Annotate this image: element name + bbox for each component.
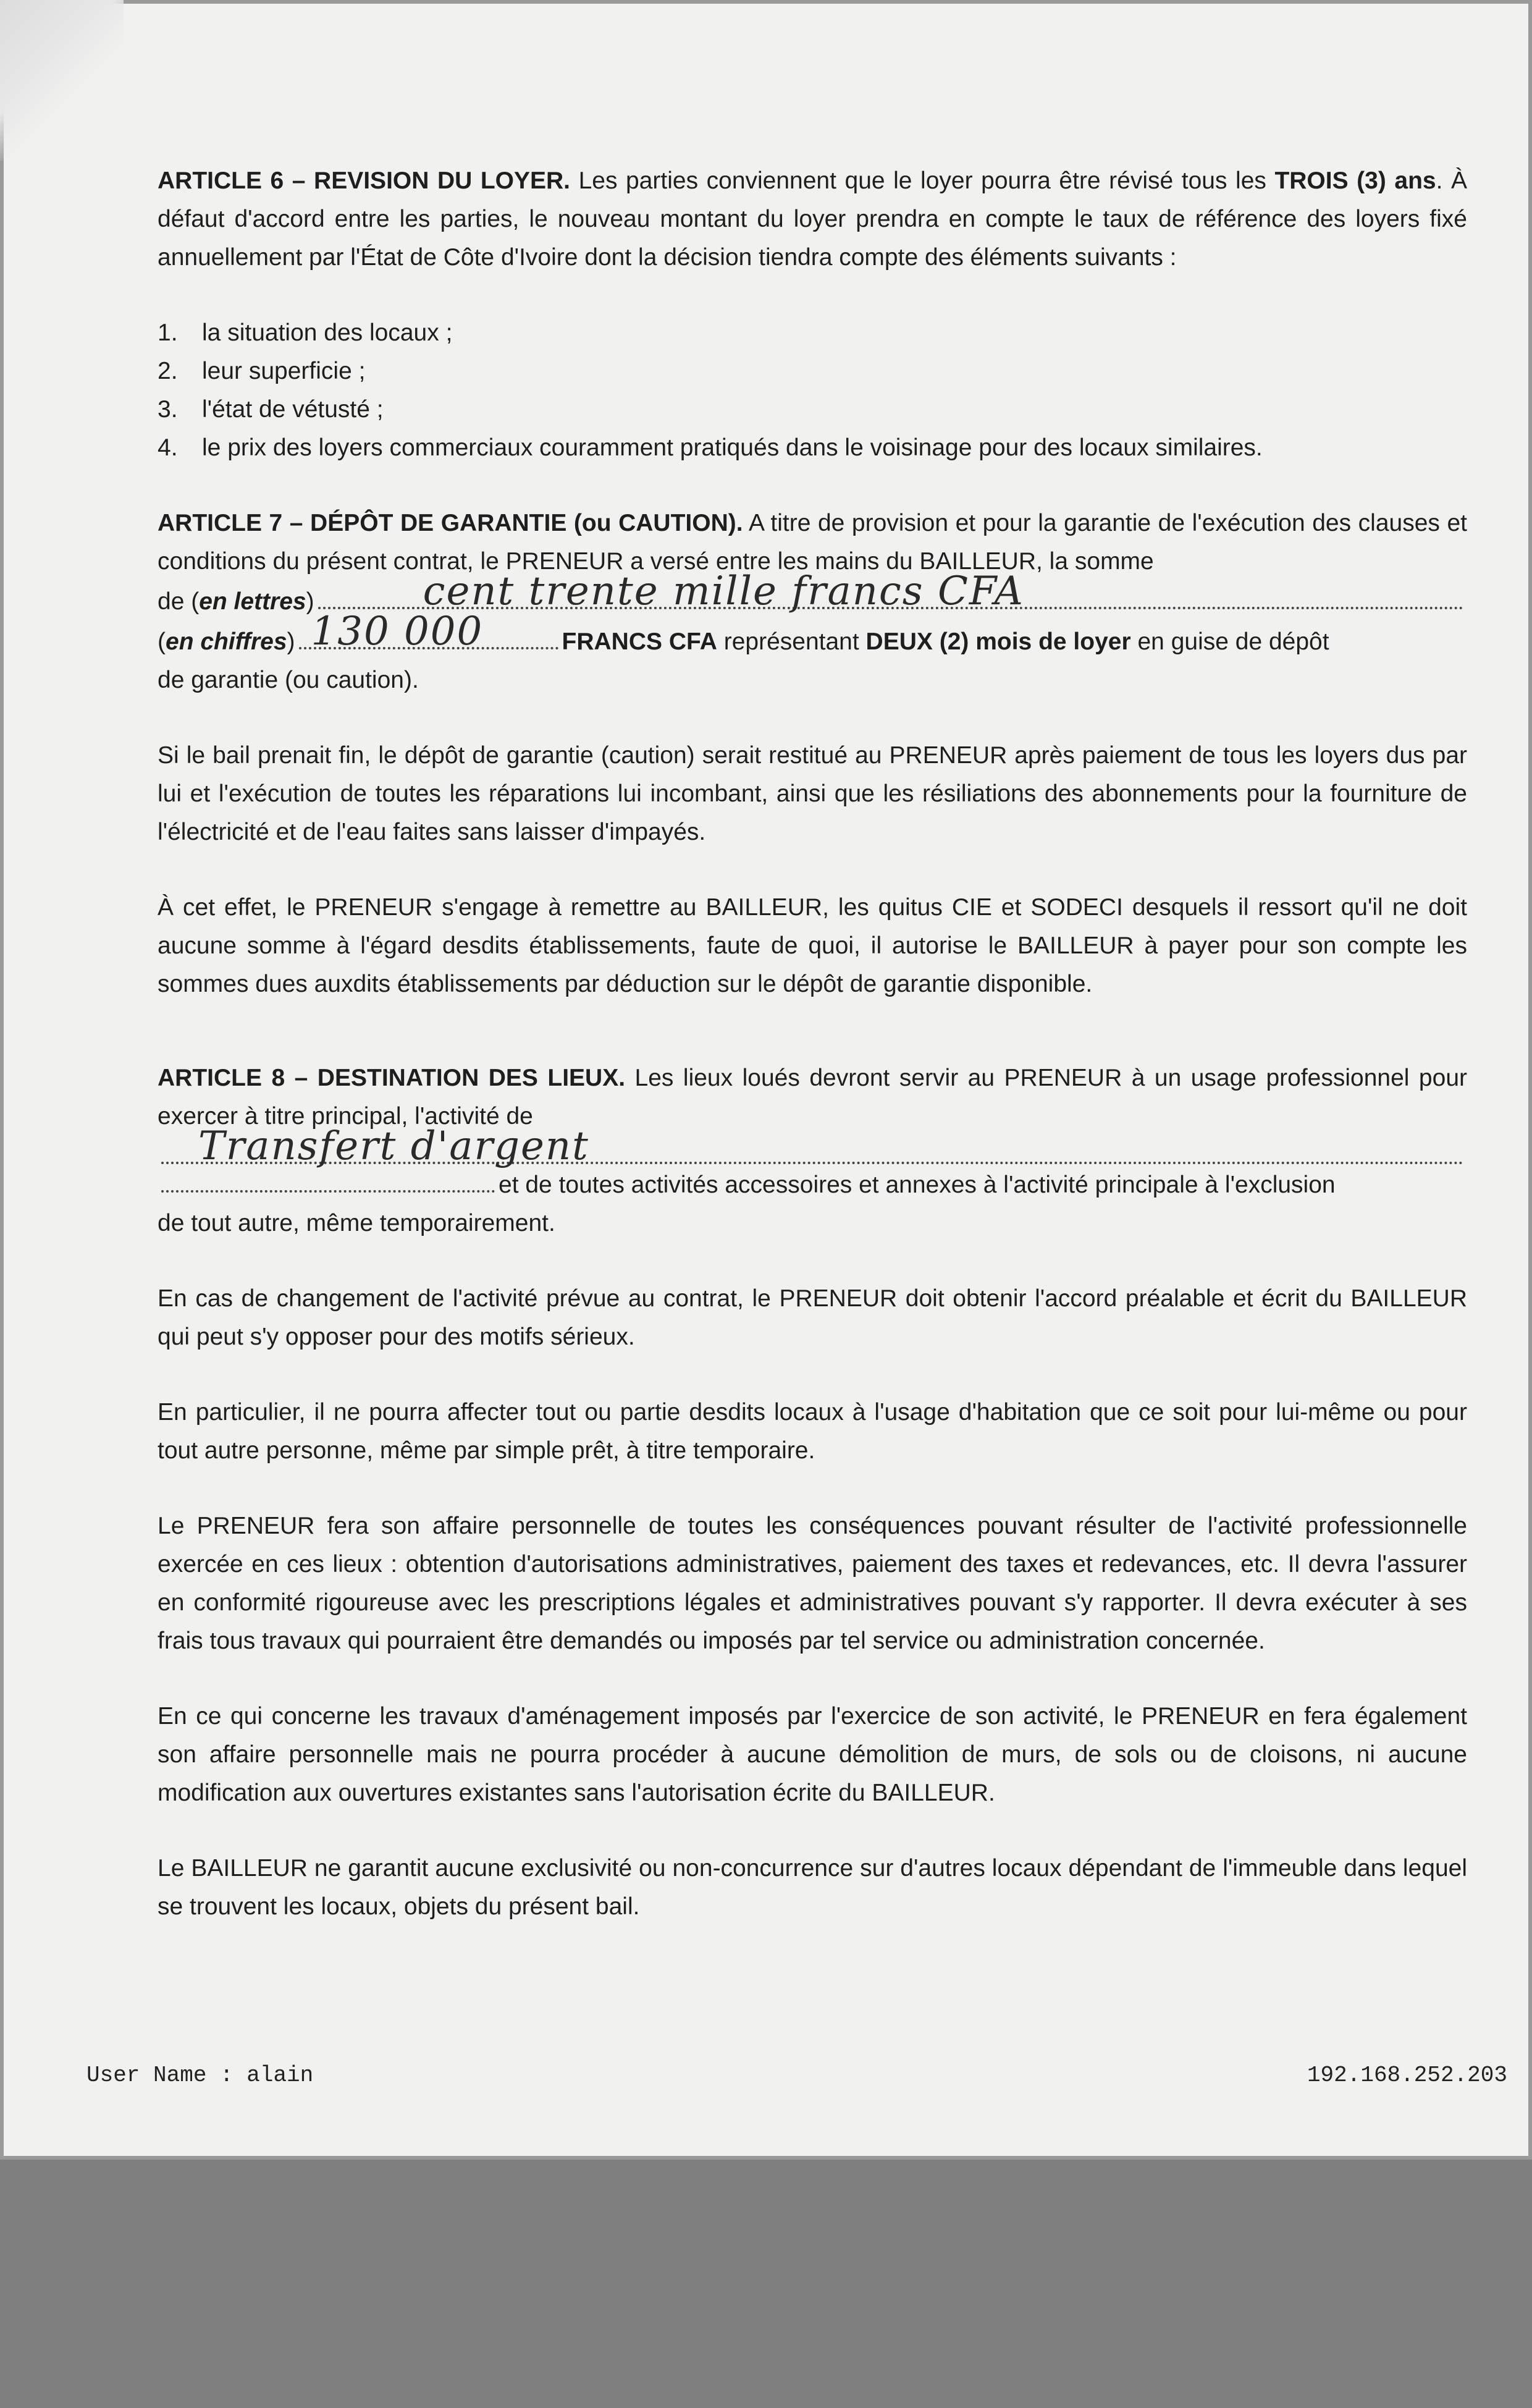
guarantee-end: de garantie (ou caution). [158, 667, 419, 693]
article-7-paragraph-2: Si le bail prenait fin, le dépôt de garantie (caution) serait restitué au PRENEUR après paiement de tous les loyers dus par lui et l'exécution de toutes les réparations lui incombant, ainsi que les résiliations des abonnements pour la fourniture de l'électricité et de l'eau faites sans laisser d'impayés. [158, 742, 1467, 845]
amount-in-letters-row: de (en lettres) cent trente mille francs CFA [158, 581, 1467, 621]
amount-in-figures-field[interactable] [299, 609, 558, 654]
activity-continuation-row: et de toutes activités accessoires et annexes à l'activité principale à l'exclusion [158, 1164, 1467, 1204]
article-7-paragraph-3: À cet effet, le PRENEUR s'engage à remettre au BAILLEUR, les quitus CIE et SODECI desquels il ressort qu'il ne doit aucune somme à l'égard desdits établissements, faute de quoi, il autorise le BAILLEUR à payer pour son compte les sommes dues auxdits établissements par déduction sur le dépôt de garantie disponible. [158, 894, 1467, 997]
activity-row [158, 1123, 1467, 1169]
list-item: 3. l'état de vétusté ; [158, 396, 384, 423]
article-7-heading: ARTICLE 7 – DÉPÔT DE GARANTIE (ou CAUTION). [158, 510, 743, 536]
article-8-end: de tout autre, même temporairement. [158, 1210, 555, 1236]
amount-in-figures-row: (en chiffres) 130 000 FRANCS CFA représentant DEUX (2) mois de loyer en guise de dépôt [158, 609, 1329, 655]
article-8-paragraph-6: Le BAILLEUR ne garantit aucune exclusivité ou non-concurrence sur d'autres locaux dépendant de l'immeuble dans lequel se trouvent les locaux, objets du présent bail. [158, 1855, 1467, 1920]
revision-period: TROIS (3) ans [1274, 167, 1436, 194]
list-item: 1. la situation des locaux ; [158, 319, 453, 346]
list-item: 2. leur superficie ; [158, 358, 366, 384]
article-6-paragraph: ARTICLE 6 – REVISION DU LOYER. Les parties conviennent que le loyer pourra être révisé tous les TROIS (3) ans. À défaut d'accord entre les parties, le nouveau montant du loyer prendra en compte le taux de référence des loyers fixé annuellement par l'État de Côte d'Ivoire dont la décision tiendra compte des éléments suivants : [158, 167, 1467, 271]
list-item: 4. le prix des loyers commerciaux couramment pratiqués dans le voisinage pour des locaux similaires. [158, 434, 1263, 461]
article-8-paragraph-4: Le PRENEUR fera son affaire personnelle de toutes les conséquences pouvant résulter de l'activité professionnelle exercée en ces lieux : obtention d'autorisations administratives, paiement des taxes et redevances, etc. Il devra l'assurer en conformité rigoureuse avec les prescriptions légales et administratives pouvant s'y rapporter. Il devra exécuter à ses frais tous travaux qui pourraient être demandés ou imposés par tel service ou administration concernée. [158, 1513, 1467, 1654]
activity-field[interactable] [161, 1123, 1463, 1169]
article-7-intro: ARTICLE 7 – DÉPÔT DE GARANTIE (ou CAUTION). A titre de provision et pour la garantie de l'exécution des clauses et conditions du présent contrat, le PRENEUR a versé entre les mains du BAILLEUR, la somme [158, 510, 1468, 575]
article-8-paragraph-2: En cas de changement de l'activité prévue au contrat, le PRENEUR doit obtenir l'accord préalable et écrit du BAILLEUR qui peut s'y opposer pour des motifs sérieux. [158, 1285, 1467, 1350]
footer-user-name: User Name : alain [86, 2063, 314, 2088]
article-8-paragraph-5: En ce qui concerne les travaux d'aménagement imposés par l'exercice de son activité, le PRENEUR en fera également son affaire personnelle mais ne pourra procéder à aucune démolition de murs, de sols ou de cloisons, ni aucune modification aux ouvertures existantes sans l'autorisation écrite du BAILLEUR. [158, 1703, 1467, 1806]
article-8-paragraph-3: En particulier, il ne pourra affecter tout ou partie desdits locaux à l'usage d'habitation que ce soit pour lui-même ou pour tout autre personne, même par simple prêt, à titre temporaire. [158, 1399, 1467, 1464]
revision-criteria-list [158, 314, 1467, 467]
handwritten-amount-letters: cent trente mille francs CFA [423, 568, 1024, 614]
activity-field-continued[interactable] [161, 1164, 495, 1193]
article-8-heading: ARTICLE 8 – DESTINATION DES LIEUX. [158, 1065, 626, 1091]
article-6-heading: ARTICLE 6 – REVISION DU LOYER. [158, 167, 571, 194]
article-8-intro: ARTICLE 8 – DESTINATION DES LIEUX. Les lieux loués devront servir au PRENEUR à un usage professionnel pour exercer à titre principal, l'activité de [158, 1065, 1467, 1130]
handwritten-amount-figures: 130 000 [311, 609, 484, 654]
handwritten-activity: Transfert d'argent [198, 1123, 589, 1169]
footer-ip-address: 192.168.252.203 [1307, 2063, 1507, 2088]
document-body [158, 162, 1467, 1963]
